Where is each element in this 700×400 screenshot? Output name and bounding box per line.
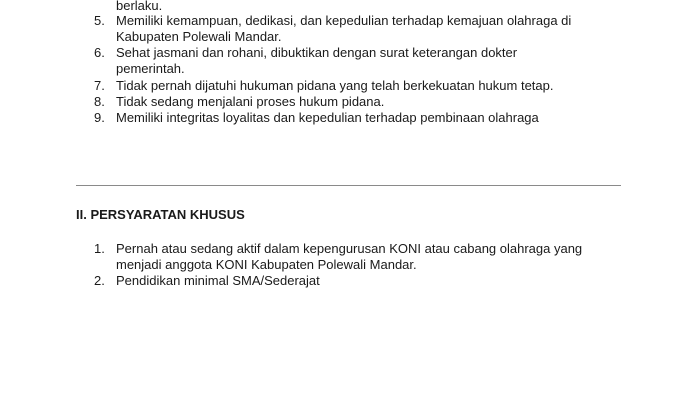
list-item-number: 5. [94,13,105,28]
list-item-text: Tidak sedang menjalani proses hukum pidana. [116,94,385,109]
list-item-number: 2. [94,273,105,288]
list-item-text: Pendidikan minimal SMA/Sederajat [116,273,320,288]
list-item-number: 7. [94,78,105,93]
list-item-text: Kabupaten Polewali Mandar. [116,29,282,44]
list-item-text: Pernah atau sedang aktif dalam kepengurusan KONI atau cabang olahraga yang [116,241,583,256]
list-item-continuation: berlaku. [116,0,163,13]
list-item-number: 1. [94,241,105,256]
list-item-text: Memiliki kemampuan, dedikasi, dan kepedulian terhadap kemajuan olahraga di [116,13,572,28]
list-item-text: menjadi anggota KONI Kabupaten Polewali Mandar. [116,257,417,272]
section-divider [76,185,621,186]
list-item-number: 8. [94,94,105,109]
list-item-number: 6. [94,45,105,60]
section-heading: II. PERSYARATAN KHUSUS [76,207,245,222]
list-item-text: Tidak pernah dijatuhi hukuman pidana yang telah berkekuatan hukum tetap. [116,78,554,93]
list-item-number: 9. [94,110,105,125]
list-item-text: Memiliki integritas loyalitas dan kepedulian terhadap pembinaan olahraga [116,110,539,125]
list-item-text: Sehat jasmani dan rohani, dibuktikan dengan surat keterangan dokter [116,45,518,60]
list-item-text: pemerintah. [116,61,185,76]
